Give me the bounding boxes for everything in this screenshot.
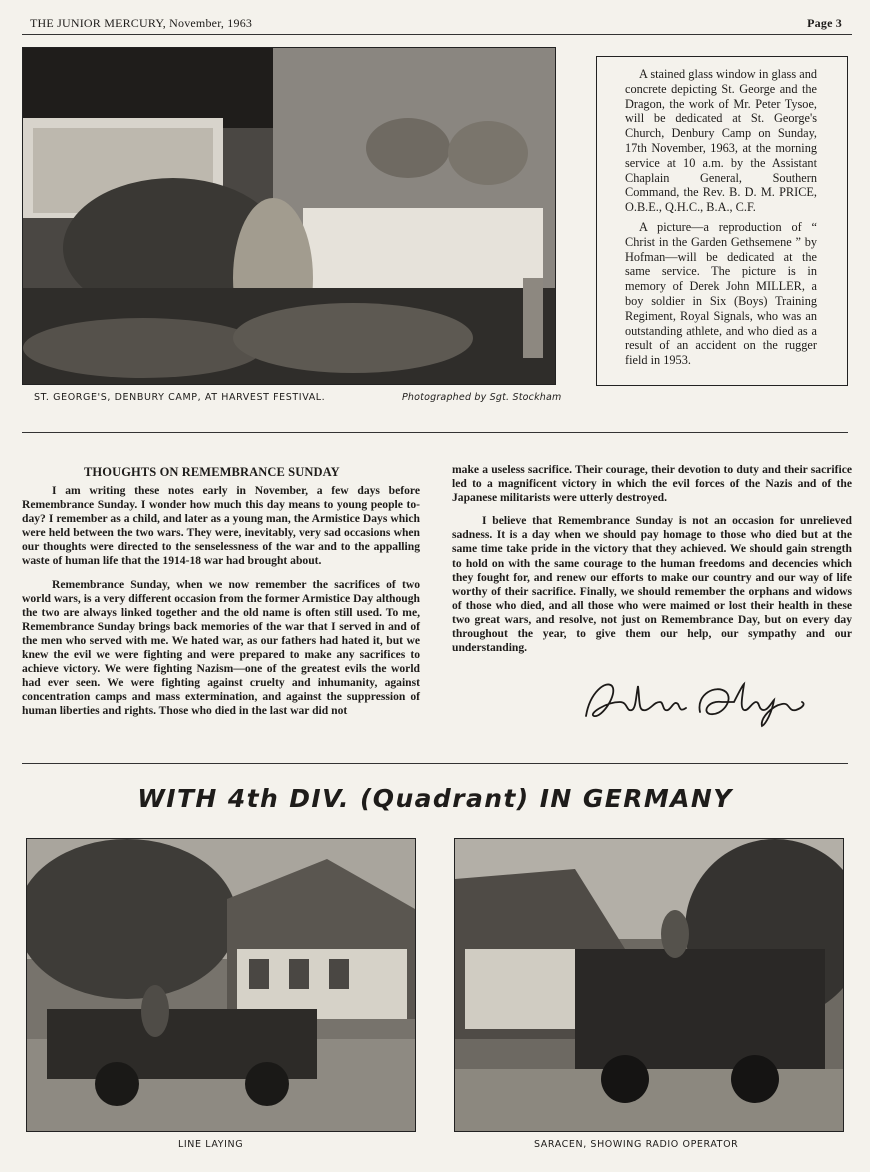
article-right-column: [452, 463, 852, 664]
harvest-photo-caption: ST. GEORGE'S, DENBURY CAMP, AT HARVEST FESTIVAL.: [34, 392, 326, 403]
saracen-photo: [454, 838, 844, 1132]
publication-name: THE JUNIOR MERCURY,: [30, 16, 166, 30]
article-paragraph: Remembrance Sunday, when we now remember the sacrifices of two world wars, is a very different occasion from the former Armistice Day although the two are always linked together and the old name is often still used. To me, Remembrance Sunday brings back memories of the war that I served in and of the men who served with me. We hated war, as our fathers had hated it, but we knew the evil we were fighting and were prepared to make any sacrifices to achieve victory. We were fighting Nazism—one of the greatest evils the world had ever seen. We were fighting against cruelty and inhumanity, against concentration camps and mass extermination, and against the suppression of human liberties and rights. Those who died in the last war did not: [22, 577, 420, 718]
dedication-notice: [596, 56, 848, 386]
article-left-column: [22, 484, 420, 728]
line-laying-caption: LINE LAYING: [178, 1139, 244, 1150]
header-divider: [22, 34, 852, 35]
author-signature: [576, 672, 816, 728]
article-paragraph: I believe that Remembrance Sunday is not an occasion for unrelieved sadness. It is a day when we should pay homage to those who died but at the same time take pride in the victory that they achieved. We should gain strength to hold on with the same courage to the human freedoms and decencies which they fought for, and renew our efforts to make our country and our way of life worthy of their sacrifice. Finally, we should remember the orphans and widows of those who died, and all those who were maimed or lost their health in these two great wars, and resolve, not just on Remembrance Day, but on every day throughout the year, to give them our help, our sympathy and our understanding.: [452, 514, 852, 655]
section-divider: [22, 763, 848, 764]
page-number: Page 3: [807, 16, 842, 30]
article-title: THOUGHTS ON REMEMBRANCE SUNDAY: [84, 465, 340, 479]
germany-headline: WITH 4th DIV. (Quadrant) IN GERMANY: [137, 784, 733, 813]
harvest-festival-photo: [22, 47, 556, 385]
section-divider: [22, 432, 848, 433]
masthead: [30, 16, 252, 31]
notice-paragraph: A picture—a reproduction of “ Christ in the Garden Gethsemene ” by Hofman—will be dedicated at the same service. The picture is in memory of Derek John MILLER, a boy soldier in Six (Boys) Training Regiment, Royal Signals, who was an outstanding athlete, and who died as a result of an accident on the rugger field in 1953.: [625, 219, 817, 368]
line-laying-photo: [26, 838, 416, 1132]
saracen-caption: SARACEN, SHOWING RADIO OPERATOR: [534, 1139, 739, 1150]
issue-date: November, 1963: [169, 16, 253, 30]
harvest-photo-credit: Photographed by Sgt. Stockham: [402, 392, 562, 403]
article-paragraph: make a useless sacrifice. Their courage, their devotion to duty and their sacrifice led to a magnificent victory in which the evil forces of the Nazis and of the Japanese militarists were utterly destroyed.: [452, 463, 852, 505]
article-paragraph: I am writing these notes early in November, a few days before Remembrance Sunday. I wonder how much this day means to young people to-day? I remember as a child, and later as a young man, the Armistice Days which were held between the two wars. They were, inevitably, very sad occasions when our thoughts were directed to the senselessness of the war and to the appalling waste of human life that the 1914-18 war had brought about.: [22, 484, 420, 568]
notice-paragraph: A stained glass window in glass and concrete depicting St. George and the Dragon, the work of Mr. Peter Tysoe, will be dedicated at St. George's Church, Denbury Camp on Sunday, 17th November, 1963, at the morning service at 10 a.m. by the Assistant Chaplain General, Southern Command, the Rev. B. D. M. PRICE, O.B.E., Q.H.C., B.A., C.F.: [625, 67, 817, 215]
